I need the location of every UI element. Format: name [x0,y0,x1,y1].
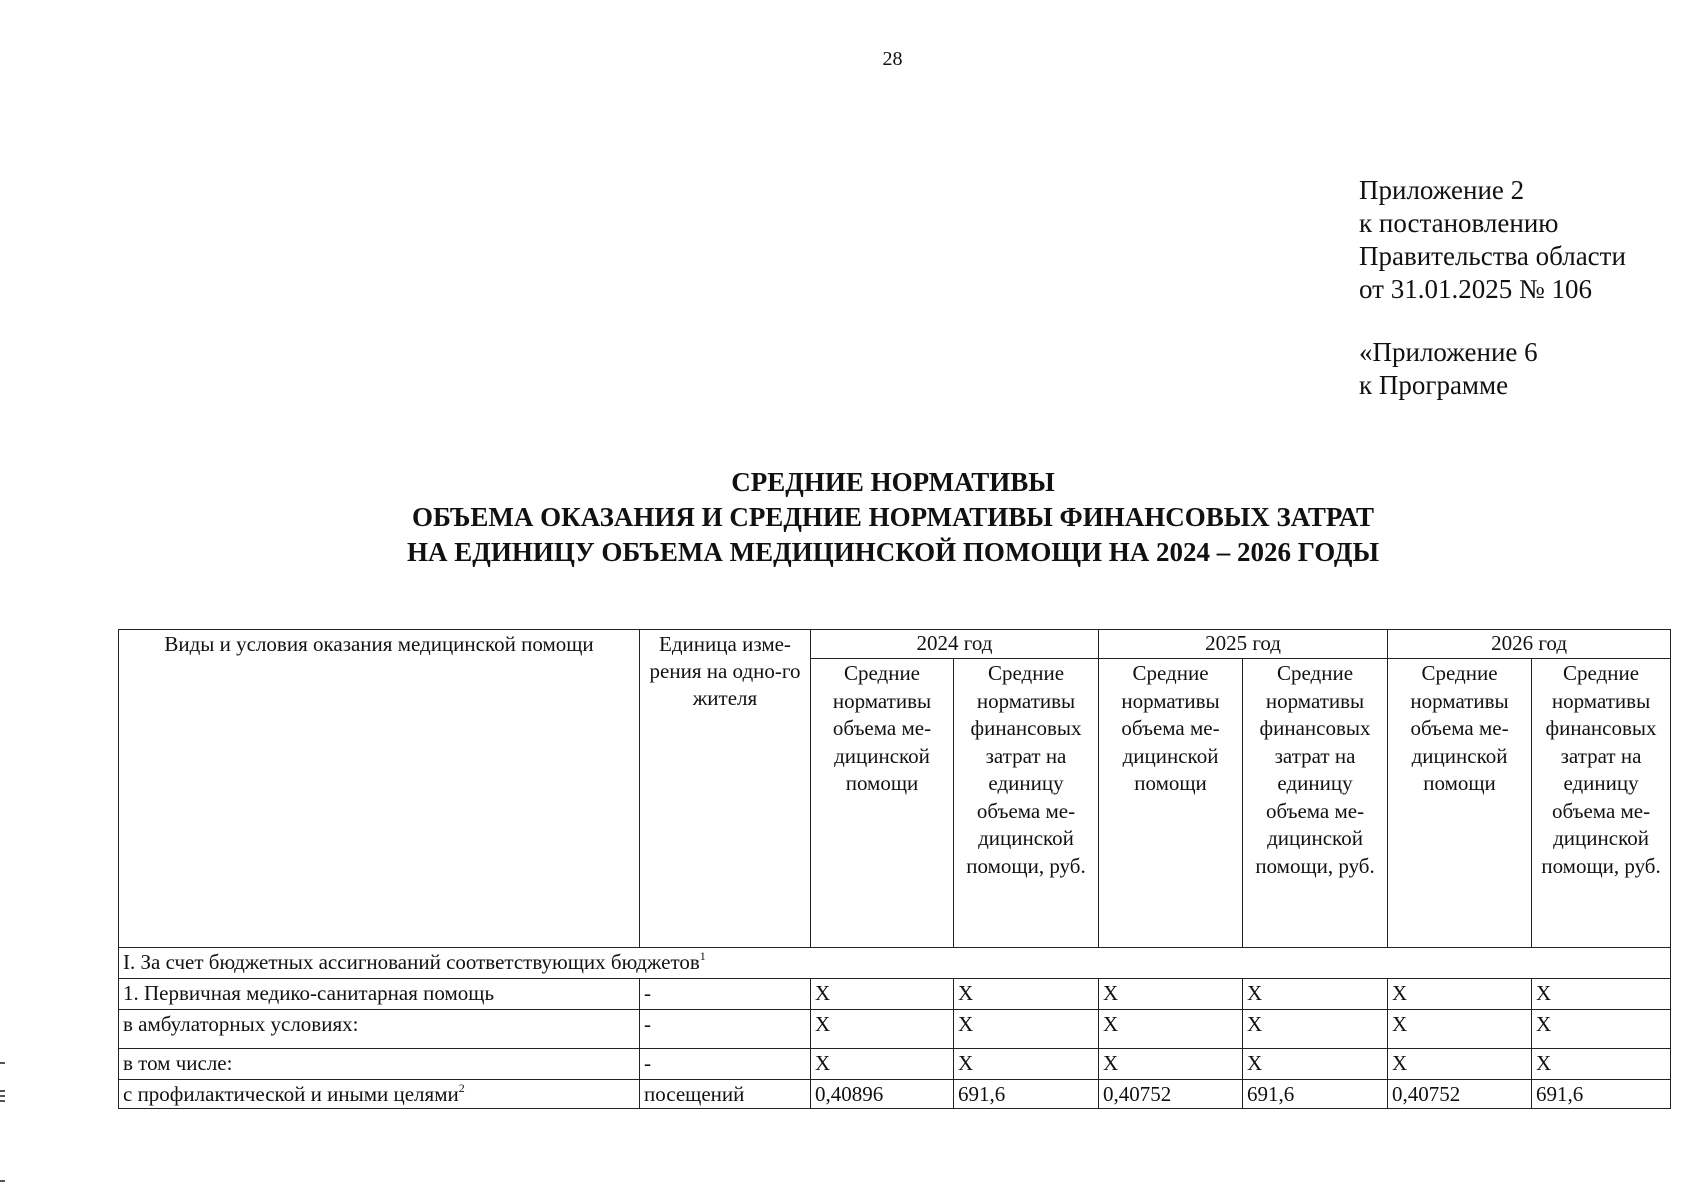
scan-edge-mark [0,1090,5,1092]
row-value: X [1243,979,1388,1010]
header-unit: Единица изме-рения на одно-го жителя [640,630,811,948]
appendix-line: Правительства области [1359,241,1626,271]
row-value: X [954,1049,1099,1080]
header-cost-2025: Средние нормативы финансовых затрат на единицу объема ме-дицинской помощи, руб. [1243,659,1388,948]
document-title [118,465,1668,570]
row-value: X [1099,1010,1243,1049]
row-value: X [1388,1049,1532,1080]
appendix-block [1359,174,1626,402]
row-value: X [954,1010,1099,1049]
header-volume-2024: Средние нормативы объема ме-дицинской помощи [811,659,954,948]
row-value: X [811,1049,954,1080]
appendix-sub-line: к Программе [1359,370,1509,400]
row-value: X [1099,1049,1243,1080]
header-year-2025: 2025 год [1099,630,1388,659]
table-row [119,1080,1671,1109]
header-volume-2026: Средние нормативы объема ме-дицинской помощи [1388,659,1532,948]
header-cost-2026: Средние нормативы финансовых затрат на единицу объема ме-дицинской помощи, руб. [1532,659,1671,948]
row-kind: в амбулаторных условиях: [119,1010,640,1049]
header-kind: Виды и условия оказания медицинской помощи [119,630,640,948]
row-value: 691,6 [954,1080,1099,1109]
row-unit: - [640,979,811,1010]
appendix-sub-line: «Приложение 6 [1359,337,1538,367]
row-value: X [1532,1049,1671,1080]
row-value: 0,40752 [1099,1080,1243,1109]
row-unit: посещений [640,1080,811,1109]
section-row [119,948,1671,979]
header-volume-2025: Средние нормативы объема ме-дицинской помощи [1099,659,1243,948]
row-value: X [1532,979,1671,1010]
table-row [119,1049,1671,1080]
norms-table [118,629,1671,1109]
header-cost-2024: Средние нормативы финансовых затрат на единицу объема ме-дицинской помощи, руб. [954,659,1099,948]
header-year-2026: 2026 год [1388,630,1671,659]
footnote-marker: 1 [699,949,706,963]
row-kind: с профилактической и иными целями$^2$ [119,1080,640,1109]
title-line: ОБЪЕМА ОКАЗАНИЯ И СРЕДНИЕ НОРМАТИВЫ ФИНАНСОВЫХ ЗАТРАТ [411,502,1375,532]
row-value: 691,6 [1532,1080,1671,1109]
row-value: 0,40896 [811,1080,954,1109]
row-value: X [954,979,1099,1010]
row-kind: 1. Первичная медико-санитарная помощь [119,979,640,1010]
row-kind: в том числе: [119,1049,640,1080]
row-unit: - [640,1010,811,1049]
footnote-marker: 2 [458,1081,465,1095]
row-value: X [1388,979,1532,1010]
row-value: X [1243,1010,1388,1049]
table-row [119,1010,1671,1049]
section-title: I. За счет бюджетных ассигнований соответствующих бюджетов [123,950,700,974]
row-value: 0,40752 [1388,1080,1532,1109]
table-row [119,979,1671,1010]
title-line: НА ЕДИНИЦУ ОБЪЕМА МЕДИЦИНСКОЙ ПОМОЩИ НА 2024 – 2026 ГОДЫ [407,537,1379,567]
appendix-line: к постановлению [1359,208,1559,238]
scan-edge-mark [0,1180,5,1182]
row-unit: - [640,1049,811,1080]
row-value: X [1099,979,1243,1010]
appendix-line: от 31.01.2025 № 106 [1359,274,1592,304]
header-year-2024: 2024 год [811,630,1099,659]
scan-edge-mark [0,1095,5,1097]
scan-edge-mark [0,1062,5,1064]
page-number: 28 [882,48,903,70]
row-value: X [1532,1010,1671,1049]
row-value: X [811,1010,954,1049]
scan-edge-mark [0,1100,5,1102]
row-value: 691,6 [1243,1080,1388,1109]
appendix-line: Приложение 2 [1359,175,1525,205]
row-value: X [811,979,954,1010]
row-value: X [1243,1049,1388,1080]
title-line: СРЕДНИЕ НОРМАТИВЫ [731,467,1055,497]
row-value: X [1388,1010,1532,1049]
